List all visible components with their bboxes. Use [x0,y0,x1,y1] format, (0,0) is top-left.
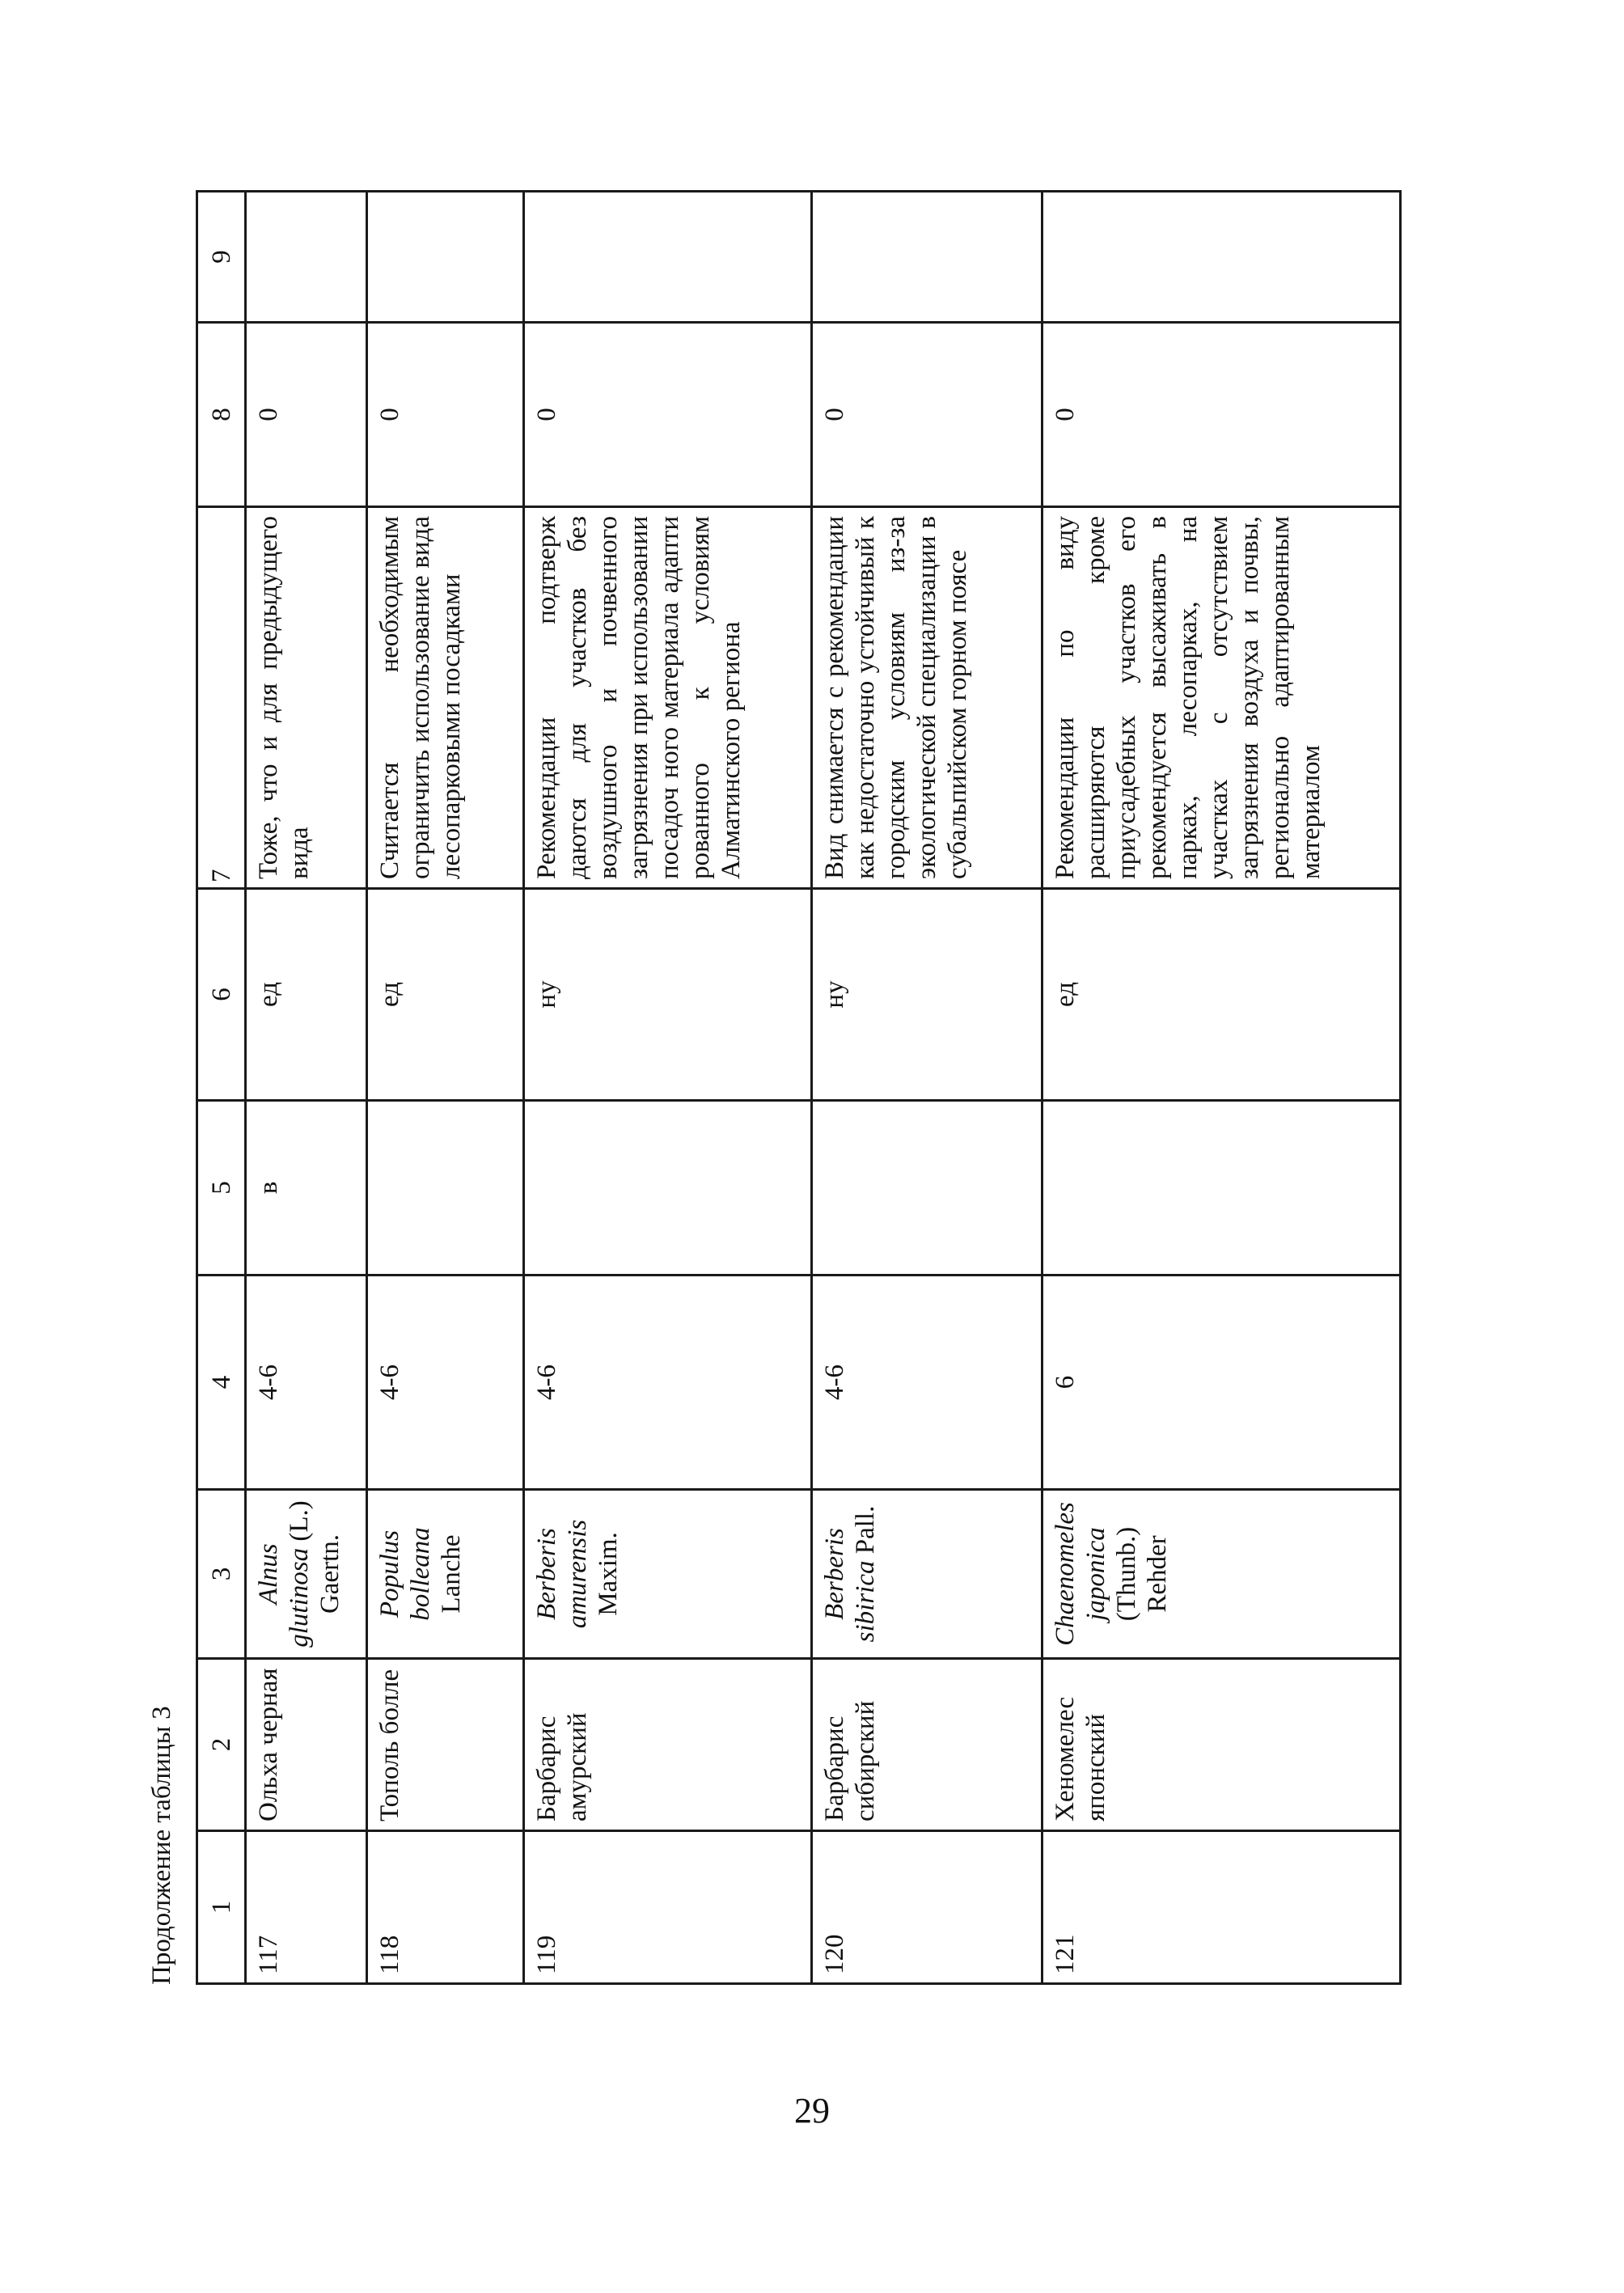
recommendation-text: Рекомендации подтверж даются для участков без воздушного и почвенного загрязнения при использовании посадоч ного материала адапти рованного к условиям Алматинского региона [524,507,812,889]
recommendation-text: Считается необходимым ограничить использование вида лесопарковыми посадками [367,507,524,889]
species-common-name: Ольха черная [246,1659,367,1831]
recommendation-text: Тоже, что и для предыдущего вида [246,507,367,889]
value-col9 [524,192,812,323]
value-col8: 0 [524,323,812,507]
table-row [812,192,1042,1984]
value-col5: в [246,1101,367,1276]
value-col8: 0 [367,323,524,507]
value-col6: ед [367,889,524,1101]
value-col4: 4-6 [524,1276,812,1490]
value-col8: 0 [246,323,367,507]
row-number: 119 [524,1831,812,1984]
value-col4: 4-6 [812,1276,1042,1490]
value-col5 [367,1101,524,1276]
value-col9 [246,192,367,323]
latin-author: Maxim. [594,1532,623,1616]
value-col6: ед [246,889,367,1101]
header-cell-1: 1 [197,1831,246,1984]
header-cell-2: 2 [197,1659,246,1831]
row-number: 117 [246,1831,367,1984]
recommendation-text: Вид снимается с рекомендации как недостаточно устойчивый к городским условиям из-за экологической специализации в субальпийском горном поясе [812,507,1042,889]
species-common-name: Тополь болле [367,1659,524,1831]
value-col4: 4-6 [246,1276,367,1490]
latin-author: Lanche [437,1534,466,1614]
species-latin-name [524,1490,812,1659]
header-cell-8: 8 [197,323,246,507]
header-cell-3: 3 [197,1490,246,1659]
species-latin-name [246,1490,367,1659]
page-number: 29 [794,2091,830,2130]
value-col5 [1042,1101,1401,1276]
value-col4: 6 [1042,1276,1401,1490]
species-common-name: Хеномелес японский [1042,1659,1401,1831]
header-cell-4: 4 [197,1276,246,1490]
table-header-row [197,192,246,1984]
species-common-name: Барбарис амурский [524,1659,812,1831]
header-cell-9: 9 [197,192,246,323]
latin-genus-species: Alnus glutinosa [254,1543,314,1648]
header-cell-5: 5 [197,1101,246,1276]
table-row [246,192,367,1984]
row-number: 121 [1042,1831,1401,1984]
row-number: 118 [367,1831,524,1984]
rotated-page-content [146,0,1569,1985]
latin-genus-species: Berberis sibirica [820,1528,880,1643]
species-latin-name [812,1490,1042,1659]
header-cell-6: 6 [197,889,246,1101]
row-number: 120 [812,1831,1042,1984]
species-latin-name [1042,1490,1401,1659]
table-row [1042,192,1401,1984]
value-col5 [812,1101,1042,1276]
value-col6: ну [812,889,1042,1101]
latin-author: (Thunb.) Rehder [1112,1526,1172,1622]
recommendation-text: Рекомендации по виду расширяются кроме приусадебных участков его рекомендуется высаживать в парках, лесопарках, на участках с отсутствием загрязнения воздуха и почвы, регионально адаптированным материалом [1042,507,1401,889]
value-col9 [367,192,524,323]
latin-genus-species: Berberis amurensis [532,1519,592,1629]
value-col4: 4-6 [367,1276,524,1490]
value-col9 [812,192,1042,323]
value-col5 [524,1101,812,1276]
species-table [196,190,1402,1985]
value-col8: 0 [1042,323,1401,507]
latin-author: Pall. [851,1505,880,1561]
value-col6: ед [1042,889,1401,1101]
latin-genus-species: Chaenomeles japonica [1051,1502,1110,1646]
table-row [367,192,524,1984]
species-common-name: Барбарис сибирский [812,1659,1042,1831]
header-cell-7: 7 [197,507,246,889]
latin-author: (L.) Gaertn. [285,1500,345,1614]
value-col6: ну [524,889,812,1101]
value-col8: 0 [812,323,1042,507]
table-caption: Продолжение таблицы 3 [147,1706,176,1985]
table-row [524,192,812,1984]
latin-genus-species: Populus bolleana [375,1527,435,1621]
value-col9 [1042,192,1401,323]
species-latin-name [367,1490,524,1659]
